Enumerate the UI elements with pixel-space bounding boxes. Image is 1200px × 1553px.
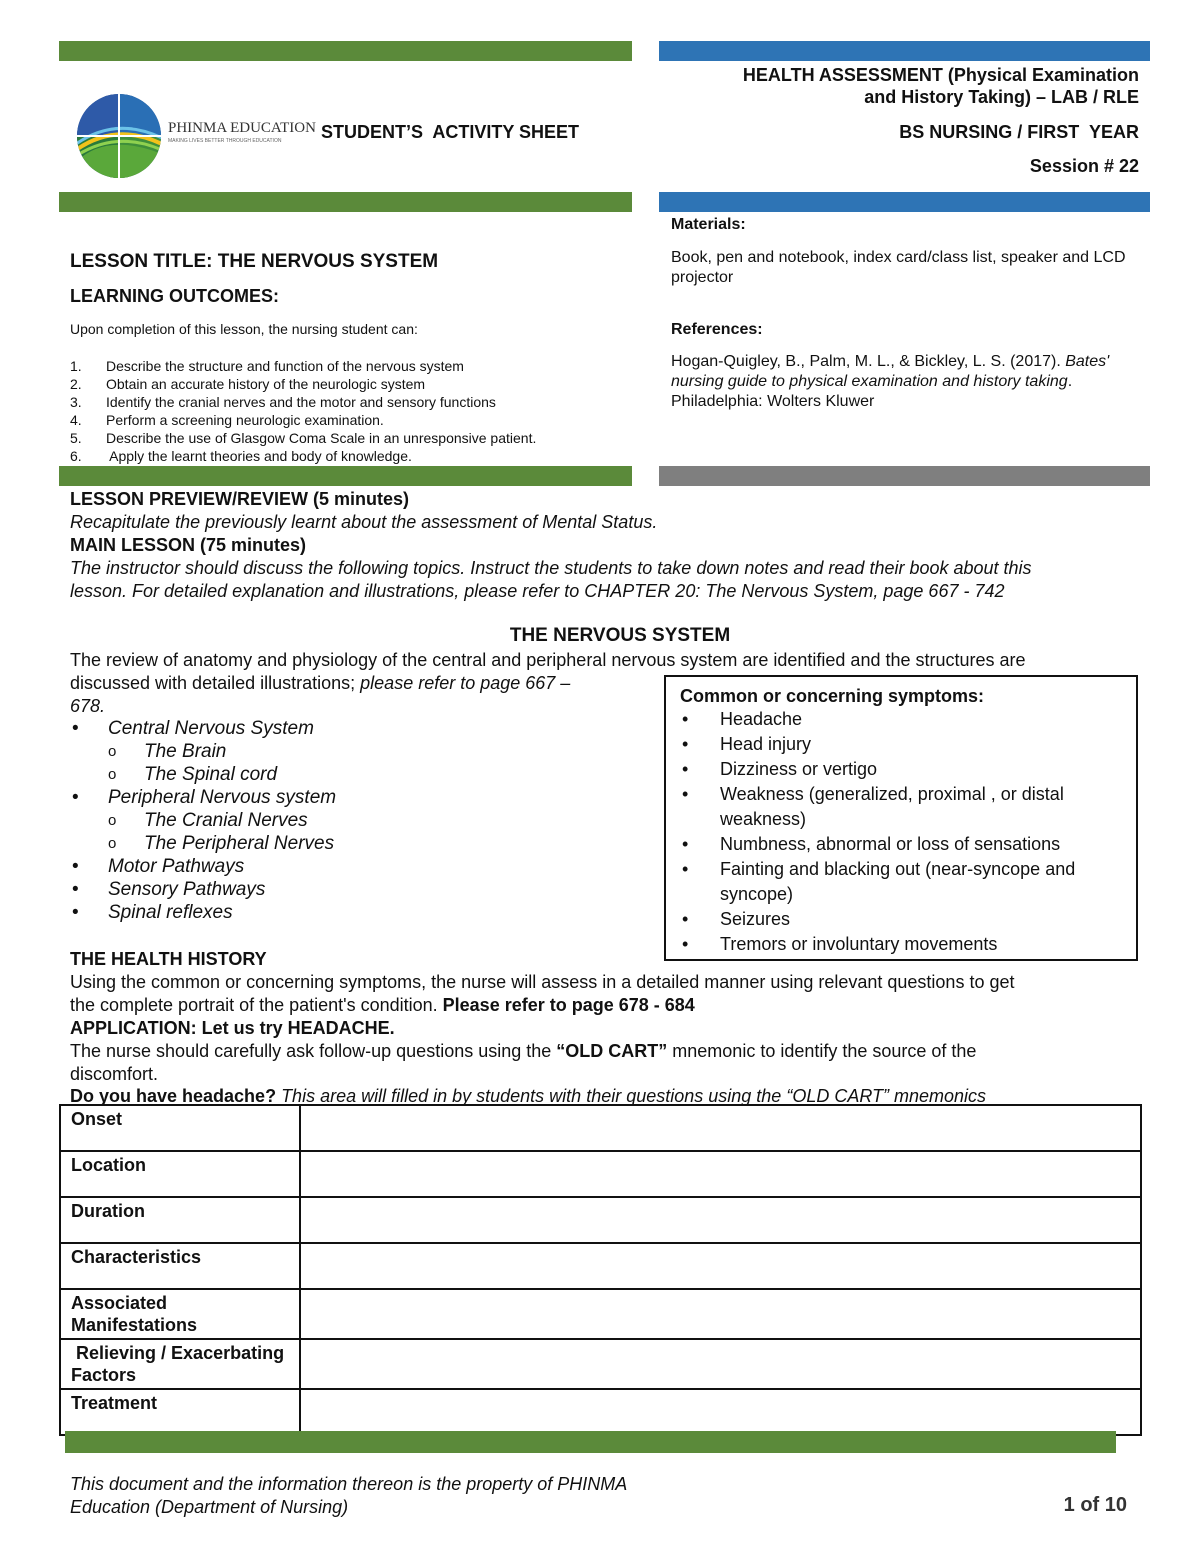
logo-tagline: MAKING LIVES BETTER THROUGH EDUCATION bbox=[168, 138, 282, 144]
old-cart-label: Onset bbox=[60, 1105, 300, 1151]
topic-text: The Spinal cord bbox=[144, 764, 278, 785]
symptom-text: Headache bbox=[720, 709, 803, 729]
reference-authors: Hogan-Quigley, B., Palm, M. L., & Bickley, L. S. (2017). bbox=[671, 353, 1061, 370]
phinma-logo-icon bbox=[76, 92, 162, 180]
symptom-text: Dizziness or vertigo bbox=[720, 759, 878, 779]
bullet-icon: • bbox=[72, 718, 79, 739]
table-row bbox=[60, 1339, 1141, 1389]
divider-bar-green bbox=[59, 466, 632, 486]
references-heading: References: bbox=[671, 321, 763, 338]
nervous-intro-line1: The review of anatomy and physiology of the central and peripheral nervous system are identified and the structures are bbox=[70, 650, 1026, 670]
nervous-intro-ref: please refer to page 667 – bbox=[360, 673, 571, 693]
bullet-icon: • bbox=[682, 709, 689, 729]
program-label: BS NURSING / FIRST YEAR bbox=[899, 122, 1139, 142]
bullet-icon: • bbox=[682, 759, 689, 779]
section-title: THE NERVOUS SYSTEM bbox=[509, 625, 731, 646]
old-cart-answer-field[interactable] bbox=[300, 1289, 1141, 1339]
topic-subitem bbox=[70, 809, 650, 832]
bullet-icon: • bbox=[72, 879, 79, 900]
bullet-icon: • bbox=[682, 934, 689, 954]
divider-bar-grey bbox=[659, 466, 1150, 486]
application-text-line1 bbox=[70, 1040, 976, 1062]
outcome-text: Obtain an accurate history of the neurologic system bbox=[106, 376, 426, 392]
symptom-item bbox=[680, 732, 1122, 757]
outcome-text: Describe the structure and function of the nervous system bbox=[106, 358, 464, 374]
old-cart-answer-field[interactable] bbox=[300, 1339, 1141, 1389]
health-history-heading: THE HEALTH HISTORY bbox=[70, 949, 267, 969]
topic-item bbox=[70, 786, 650, 809]
table-row bbox=[60, 1151, 1141, 1197]
symptom-item bbox=[680, 832, 1122, 857]
header-bar-blue-top bbox=[659, 41, 1150, 61]
application-text-a: The nurse should carefully ask follow-up questions using the bbox=[70, 1041, 557, 1061]
symptoms-box bbox=[664, 675, 1138, 961]
bullet-icon: • bbox=[72, 856, 79, 877]
old-cart-label: Characteristics bbox=[60, 1243, 300, 1289]
learning-outcome-item bbox=[70, 357, 630, 375]
learning-outcome-item bbox=[70, 447, 630, 465]
symptoms-heading: Common or concerning symptoms: bbox=[680, 686, 985, 706]
bullet-icon: • bbox=[72, 902, 79, 923]
outcome-text: Perform a screening neurologic examination. bbox=[106, 412, 384, 428]
symptom-text: Seizures bbox=[720, 909, 791, 929]
topic-text: Sensory Pathways bbox=[108, 879, 266, 900]
symptom-text: Tremors or involuntary movements bbox=[720, 934, 998, 954]
health-history-text-line2 bbox=[70, 994, 695, 1016]
symptom-text: Weakness (generalized, proximal , or distal weakness) bbox=[720, 784, 1064, 829]
bullet-icon: • bbox=[72, 787, 79, 808]
nervous-intro-line2 bbox=[70, 672, 570, 694]
bullet-icon: • bbox=[682, 859, 689, 879]
old-cart-label: Associated Manifestations bbox=[60, 1289, 300, 1339]
outcome-number: 1. bbox=[70, 358, 82, 374]
course-title-line1: HEALTH ASSESSMENT (Physical Examination bbox=[742, 65, 1139, 85]
header-bar-green-bottom bbox=[59, 192, 632, 212]
old-cart-answer-field[interactable] bbox=[300, 1197, 1141, 1243]
lesson-title: LESSON TITLE: THE NERVOUS SYSTEM bbox=[70, 251, 439, 272]
symptoms-list bbox=[680, 707, 1122, 957]
preview-text: Recapitulate the previously learnt about the assessment of Mental Status. bbox=[70, 512, 658, 532]
learning-outcome-item bbox=[70, 375, 630, 393]
table-row bbox=[60, 1105, 1141, 1151]
learning-outcome-item bbox=[70, 429, 630, 447]
old-cart-label: Location bbox=[60, 1151, 300, 1197]
materials-text: Book, pen and notebook, index card/class list, speaker and LCD projector bbox=[671, 249, 1126, 286]
logo-wordmark: PHINMA EDUCATION bbox=[168, 120, 316, 136]
old-cart-answer-field[interactable] bbox=[300, 1243, 1141, 1289]
topic-item bbox=[70, 901, 650, 924]
bullet-icon: o bbox=[108, 812, 117, 829]
symptom-item bbox=[680, 757, 1122, 782]
topics-list bbox=[70, 717, 650, 924]
outcome-text: Identify the cranial nerves and the motor and sensory functions bbox=[106, 394, 496, 410]
bullet-icon: o bbox=[108, 766, 117, 783]
symptom-text: Fainting and blacking out (near-syncope and syncope) bbox=[720, 859, 1076, 904]
old-cart-table bbox=[59, 1104, 1142, 1436]
reference-title: Bates' nursing guide to physical examination and history taking bbox=[671, 353, 1110, 390]
old-cart-label: Treatment bbox=[60, 1389, 300, 1435]
symptom-item bbox=[680, 907, 1122, 932]
old-cart-answer-field[interactable] bbox=[300, 1389, 1141, 1435]
symptom-item bbox=[680, 932, 1122, 957]
course-title-line2: and History Taking) – LAB / RLE bbox=[864, 87, 1139, 107]
main-lesson-text-line2: lesson. For detailed explanation and illustrations, please refer to CHAPTER 20: The Nervous System, page 667 - 742 bbox=[70, 581, 1005, 601]
topic-text: The Peripheral Nerves bbox=[144, 833, 335, 854]
outcomes-intro: Upon completion of this lesson, the nursing student can: bbox=[70, 321, 418, 337]
topic-text: Motor Pathways bbox=[108, 856, 245, 877]
old-cart-answer-field[interactable] bbox=[300, 1151, 1141, 1197]
outcome-number: 5. bbox=[70, 430, 82, 446]
topic-item bbox=[70, 717, 650, 740]
reference-entry bbox=[671, 352, 1141, 412]
header-bar-blue-bottom bbox=[659, 192, 1150, 212]
outcome-text: Apply the learnt theories and body of knowledge. bbox=[106, 448, 412, 464]
main-lesson-text-line1: The instructor should discuss the following topics. Instruct the students to take down notes and read their book about this bbox=[70, 558, 1032, 578]
footer-notice-line2: Education (Department of Nursing) bbox=[70, 1497, 349, 1517]
learning-outcomes-list bbox=[70, 357, 630, 465]
preview-heading: LESSON PREVIEW/REVIEW (5 minutes) bbox=[70, 489, 410, 509]
topic-text: Central Nervous System bbox=[108, 718, 314, 739]
footer-bar-green bbox=[65, 1431, 1116, 1453]
reference-publisher: . Philadelphia: Wolters Kluwer bbox=[671, 373, 1073, 410]
application-mnemonic: “OLD CART” bbox=[556, 1041, 668, 1061]
main-lesson-heading: MAIN LESSON (75 minutes) bbox=[70, 535, 307, 555]
health-history-text-line1: Using the common or concerning symptoms, the nurse will assess in a detailed manner using relevant questions to get bbox=[70, 972, 1015, 992]
topic-text: Spinal reflexes bbox=[108, 902, 233, 923]
outcome-number: 3. bbox=[70, 394, 82, 410]
learning-outcome-item bbox=[70, 393, 630, 411]
bullet-icon: • bbox=[682, 834, 689, 854]
footer-notice-line1: This document and the information thereon is the property of PHINMA bbox=[70, 1474, 628, 1494]
topic-text: The Cranial Nerves bbox=[144, 810, 308, 831]
old-cart-answer-field[interactable] bbox=[300, 1105, 1141, 1151]
topic-text: Peripheral Nervous system bbox=[108, 787, 337, 808]
session-label: Session # 22 bbox=[1029, 156, 1139, 176]
health-history-text: the complete portrait of the patient's condition. bbox=[70, 995, 443, 1015]
header-bar-green-top bbox=[59, 41, 632, 61]
outcome-number: 2. bbox=[70, 376, 82, 392]
table-row bbox=[60, 1289, 1141, 1339]
symptom-item bbox=[680, 782, 1122, 832]
bullet-icon: • bbox=[682, 734, 689, 754]
phinma-logo bbox=[76, 92, 316, 182]
symptom-text: Head injury bbox=[720, 734, 812, 754]
health-history-ref: Please refer to page 678 - 684 bbox=[442, 995, 695, 1015]
old-cart-label: Relieving / Exacerbating Factors bbox=[60, 1339, 300, 1389]
application-instruction: This area will filled in by students with their questions using the “OLD CART” mnemonics bbox=[276, 1086, 987, 1106]
table-row bbox=[60, 1243, 1141, 1289]
nervous-intro-text: discussed with detailed illustrations; bbox=[70, 673, 361, 693]
topic-subitem bbox=[70, 763, 650, 786]
old-cart-label: Duration bbox=[60, 1197, 300, 1243]
bullet-icon: o bbox=[108, 743, 117, 760]
bullet-icon: • bbox=[682, 784, 689, 804]
topic-subitem bbox=[70, 832, 650, 855]
course-title bbox=[743, 64, 1139, 108]
topic-item bbox=[70, 855, 650, 878]
materials-heading: Materials: bbox=[671, 216, 746, 233]
nervous-intro-ref-end: 678. bbox=[70, 696, 106, 716]
topic-subitem bbox=[70, 740, 650, 763]
application-text-line2: discomfort. bbox=[70, 1064, 159, 1084]
application-question: Do you have headache? bbox=[70, 1086, 277, 1106]
topic-text: The Brain bbox=[144, 741, 227, 762]
bullet-icon: o bbox=[108, 835, 117, 852]
sheet-title: STUDENT’S ACTIVITY SHEET bbox=[321, 122, 580, 142]
learning-outcome-item bbox=[70, 411, 630, 429]
outcome-number: 4. bbox=[70, 412, 82, 428]
learning-outcomes-heading: LEARNING OUTCOMES: bbox=[70, 286, 279, 306]
bullet-icon: • bbox=[682, 909, 689, 929]
topic-item bbox=[70, 878, 650, 901]
application-heading: APPLICATION: Let us try HEADACHE. bbox=[70, 1018, 395, 1038]
outcome-number: 6. bbox=[70, 448, 82, 464]
page-number: 1 of 10 bbox=[1063, 1494, 1127, 1516]
outcome-text: Describe the use of Glasgow Coma Scale in an unresponsive patient. bbox=[106, 430, 537, 446]
symptom-text: Numbness, abnormal or loss of sensations bbox=[720, 834, 1061, 854]
application-text-b: mnemonic to identify the source of the bbox=[667, 1041, 977, 1061]
symptom-item bbox=[680, 857, 1122, 907]
table-row bbox=[60, 1197, 1141, 1243]
table-row bbox=[60, 1389, 1141, 1435]
symptom-item bbox=[680, 707, 1122, 732]
